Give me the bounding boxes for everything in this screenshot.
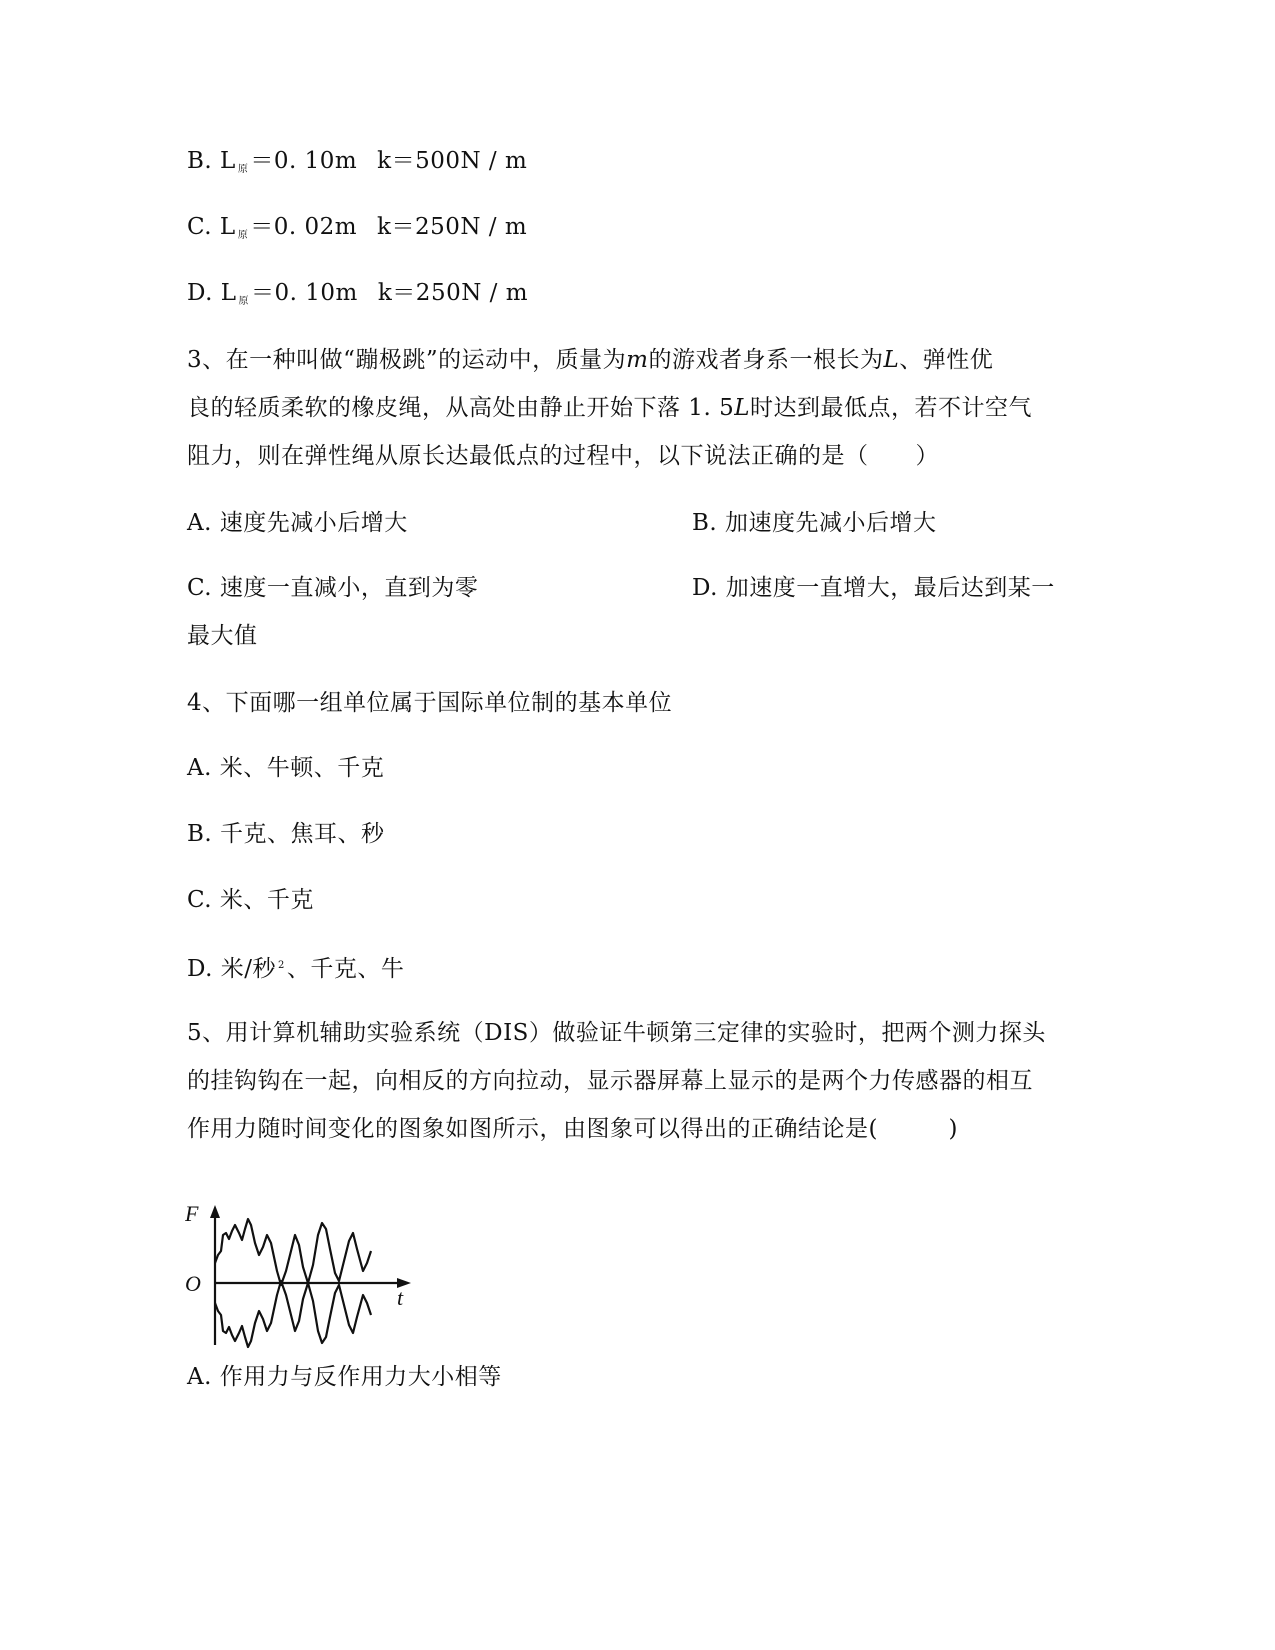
q2-option-d [187, 278, 528, 317]
q4-stem: 4、下面哪一组单位属于国际单位制的基本单位 [187, 690, 673, 716]
q3-option-c: C. 速度一直减小，直到为零 [187, 575, 479, 601]
q3-line1-part-c: 、弹性优 [899, 347, 994, 373]
q2-option-c-prefix: C. L [187, 214, 236, 240]
q3-option-d-line1: D. 加速度一直增大，最后达到某一 [692, 575, 1055, 601]
q4-option-b: B. 千克、焦耳、秒 [187, 821, 385, 847]
q4-option-d-sup: 2 [278, 960, 285, 971]
q2-option-d-prefix: D. L [187, 280, 237, 306]
q4-option-d-pre: D. 米/秒 [187, 956, 276, 982]
q3-option-d-line2: 最大值 [187, 623, 258, 649]
q5-stem-line1: 5、用计算机辅助实验系统（DIS）做验证牛顿第三定律的实验时，把两个测力探头 [187, 1020, 1046, 1046]
q4-option-c: C. 米、千克 [187, 887, 314, 913]
force-curve-upper [215, 1219, 371, 1285]
q5-stem-line3: 作用力随时间变化的图象如图所示，由图象可以得出的正确结论是( ) [187, 1116, 958, 1142]
q3-var-L2: L [734, 395, 750, 421]
q4-option-a: A. 米、牛顿、千克 [187, 755, 385, 781]
q2-option-d-length: ＝0. 10m [251, 280, 358, 306]
q2-option-b-k: k＝500N / m [377, 148, 528, 174]
q2-option-d-k: k＝250N / m [377, 280, 529, 306]
q2-option-c-sub: 原 [237, 230, 249, 241]
y-axis-arrow [210, 1205, 220, 1218]
q3-var-m: m [626, 347, 649, 373]
y-axis-label: F [185, 1205, 199, 1226]
q4-option-d [187, 951, 404, 984]
x-axis-label: t [397, 1285, 404, 1310]
q3-var-L: L [883, 347, 900, 373]
q4-option-d-post: 、千克、牛 [286, 956, 405, 982]
q3-option-b: B. 加速度先减小后增大 [692, 510, 937, 536]
q2-option-d-sub: 原 [238, 296, 250, 307]
q3-stem-line3: 阻力，则在弹性绳从原长达最低点的过程中，以下说法正确的是（ ） [187, 443, 939, 469]
force-curve-lower [215, 1281, 371, 1347]
q3-line1-part-b: 的游戏者身系一根长为 [648, 347, 884, 373]
q2-option-b [187, 146, 527, 185]
q3-stem-line2 [187, 393, 1032, 423]
q2-option-b-length: ＝0. 10m [250, 148, 358, 174]
q2-option-c [187, 212, 527, 251]
q2-option-c-k: k＝250N / m [377, 214, 528, 240]
q5-stem-line2: 的挂钩钩在一起，向相反的方向拉动，显示器屏幕上显示的是两个力传感器的相互 [187, 1068, 1033, 1094]
q3-stem-line1 [187, 345, 993, 375]
q3-line2-part-a: 良的轻质柔软的橡皮绳，从高处由静止开始下落 1. 5 [187, 395, 735, 421]
q2-option-b-prefix: B. L [187, 148, 236, 174]
origin-label: O [185, 1271, 201, 1296]
q3-line2-part-b: 时达到最低点，若不计空气 [749, 395, 1032, 421]
q5-option-a: A. 作用力与反作用力大小相等 [187, 1364, 502, 1390]
q3-line1-part-a: 3、在一种叫做“蹦极跳”的运动中，质量为 [187, 347, 627, 373]
force-time-graph [185, 1205, 425, 1350]
q2-option-b-sub: 原 [237, 164, 249, 175]
q2-option-c-length: ＝0. 02m [250, 214, 358, 240]
q3-option-a: A. 速度先减小后增大 [187, 510, 408, 536]
